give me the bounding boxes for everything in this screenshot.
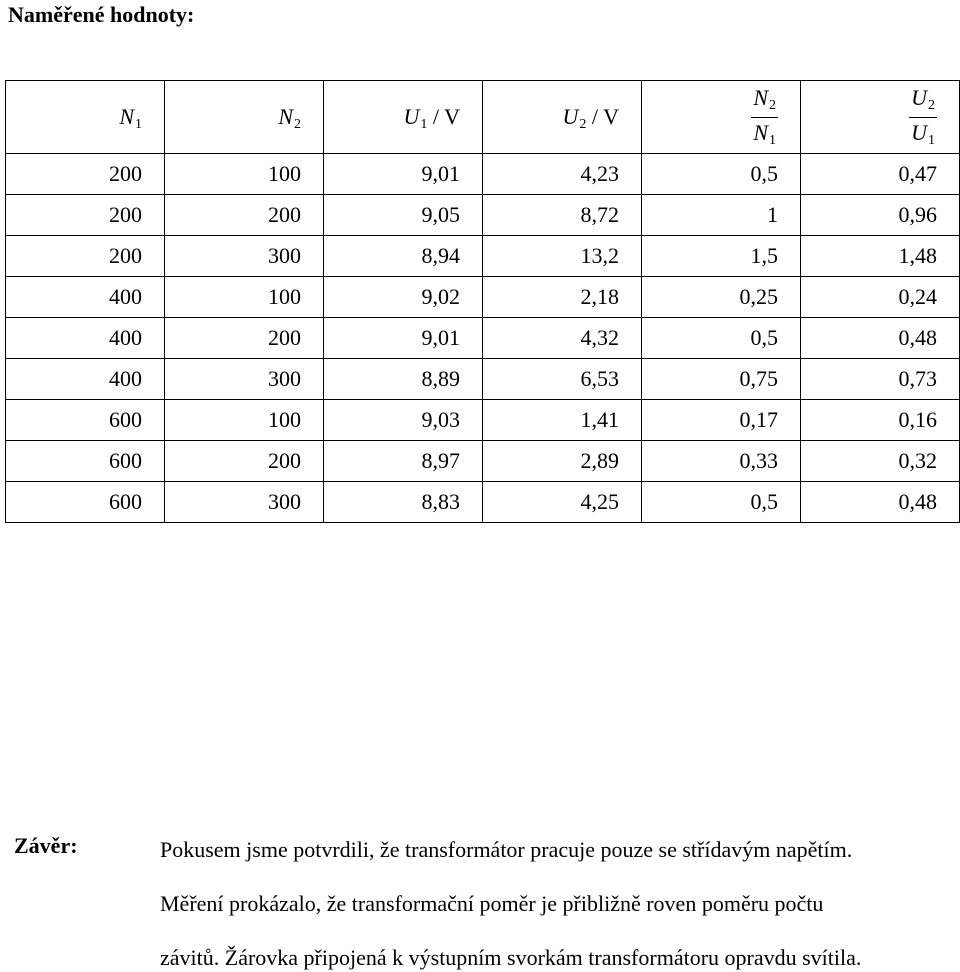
table-cell: 9,01: [324, 318, 483, 359]
table-cell: 9,03: [324, 400, 483, 441]
table-cell: 0,5: [642, 154, 801, 195]
table-cell: 0,32: [801, 441, 960, 482]
conclusion-line: Pokusem jsme potvrdili, že transformátor pracuje pouze se střídavým napětím.: [160, 837, 853, 862]
table-cell: 0,24: [801, 277, 960, 318]
table-cell: 600: [6, 441, 165, 482]
header-u1: U1 / V: [324, 81, 483, 154]
ratio-u-fraction: $\frac{U2}{U1}$: [911, 84, 935, 148]
header-n2: N2: [165, 81, 324, 154]
table-cell: 8,89: [324, 359, 483, 400]
header-ratio-u: [801, 81, 960, 154]
table-cell: 4,25: [483, 482, 642, 523]
header-n1: N1: [6, 81, 165, 154]
table-cell: 0,17: [642, 400, 801, 441]
table-cell: 100: [165, 400, 324, 441]
conclusion-line: Měření prokázalo, že transformační poměr je přibližně roven poměru počtu: [160, 891, 824, 916]
table-cell: 0,96: [801, 195, 960, 236]
table-cell: 8,72: [483, 195, 642, 236]
conclusion-line: závitů. Žárovka připojená k výstupním svorkám transformátoru opravdu svítila.: [160, 945, 862, 970]
table-cell: 300: [165, 236, 324, 277]
table-row: [6, 359, 960, 400]
table-cell: 6,53: [483, 359, 642, 400]
table-cell: 0,16: [801, 400, 960, 441]
table-cell: 0,5: [642, 482, 801, 523]
table-cell: 9,05: [324, 195, 483, 236]
table-cell: 200: [165, 441, 324, 482]
table-cell: 9,01: [324, 154, 483, 195]
table-row: [6, 441, 960, 482]
table-cell: 200: [6, 236, 165, 277]
table-cell: 8,94: [324, 236, 483, 277]
table-cell: 100: [165, 277, 324, 318]
table-cell: 400: [6, 277, 165, 318]
table-cell: 400: [6, 318, 165, 359]
header-ratio-n: [642, 81, 801, 154]
table-cell: 1,5: [642, 236, 801, 277]
table-cell: 0,5: [642, 318, 801, 359]
table-cell: 1,48: [801, 236, 960, 277]
page-heading: Naměřené hodnoty:: [8, 2, 195, 27]
table-row: [6, 277, 960, 318]
table-cell: 8,97: [324, 441, 483, 482]
table-cell: 1,41: [483, 400, 642, 441]
table-cell: 1: [642, 195, 801, 236]
table-cell: 0,25: [642, 277, 801, 318]
table-cell: 4,32: [483, 318, 642, 359]
table-cell: 2,18: [483, 277, 642, 318]
table-row: [6, 236, 960, 277]
table-cell: 200: [6, 154, 165, 195]
table-row: [6, 482, 960, 523]
table-cell: 300: [165, 482, 324, 523]
conclusion-label: Závěr:: [14, 833, 78, 858]
table-cell: 9,02: [324, 277, 483, 318]
table-cell: 4,23: [483, 154, 642, 195]
ratio-n-fraction: $\frac{N2}{N1}$: [753, 84, 776, 148]
table-cell: 2,89: [483, 441, 642, 482]
table-cell: 0,75: [642, 359, 801, 400]
table-cell: 0,48: [801, 482, 960, 523]
conclusion-text: [160, 835, 955, 972]
table-cell: 600: [6, 482, 165, 523]
table-cell: 0,73: [801, 359, 960, 400]
table-row: [6, 318, 960, 359]
table-cell: 8,83: [324, 482, 483, 523]
table-cell: 13,2: [483, 236, 642, 277]
table-body: [6, 154, 960, 523]
table-row: [6, 195, 960, 236]
header-u2: U2 / V: [483, 81, 642, 154]
table-cell: 600: [6, 400, 165, 441]
table-cell: 300: [165, 359, 324, 400]
table-row: [6, 400, 960, 441]
table-cell: 200: [165, 318, 324, 359]
table-cell: 200: [165, 195, 324, 236]
table-header-row: [6, 81, 960, 154]
table-row: [6, 154, 960, 195]
table-cell: 400: [6, 359, 165, 400]
table-cell: 0,47: [801, 154, 960, 195]
table-cell: 100: [165, 154, 324, 195]
table-cell: 200: [6, 195, 165, 236]
table-cell: 0,33: [642, 441, 801, 482]
table-cell: 0,48: [801, 318, 960, 359]
measurement-table: [5, 80, 960, 523]
